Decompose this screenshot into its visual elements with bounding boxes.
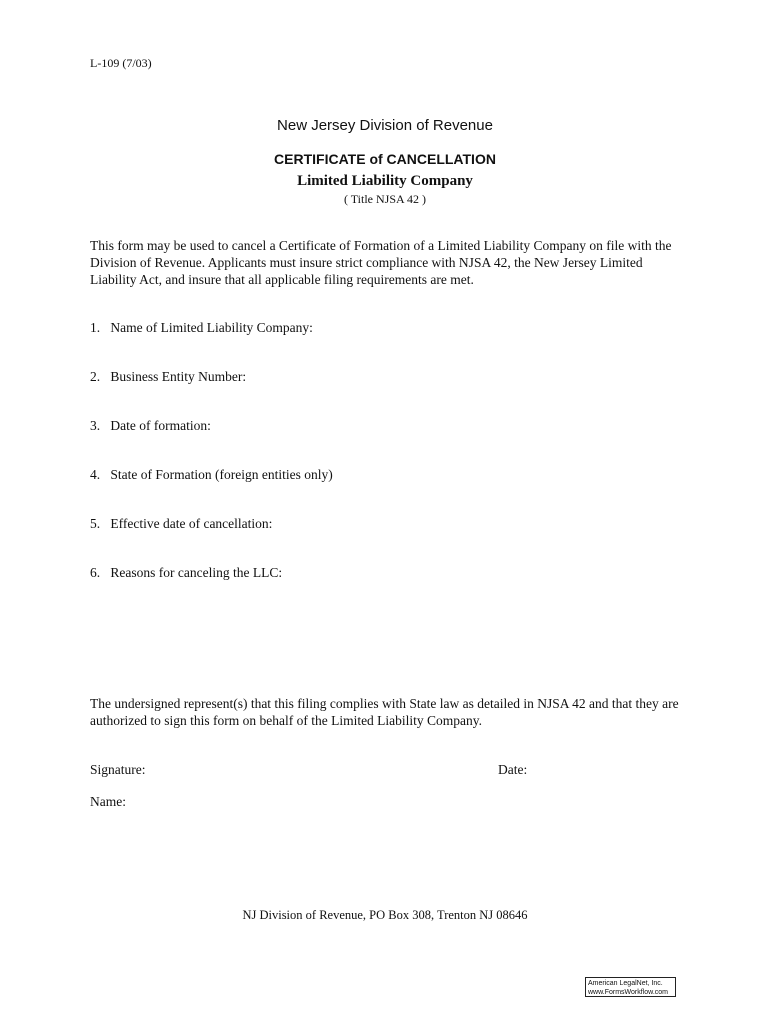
field-number: 4. xyxy=(90,467,101,482)
footer-address: NJ Division of Revenue, PO Box 308, Trenton NJ 08646 xyxy=(242,908,528,922)
agency-name: New Jersey Division of Revenue xyxy=(277,117,493,134)
field-business-entity-number xyxy=(90,369,246,385)
intro-paragraph: This form may be used to cancel a Certificate of Formation of a Limited Liability Company on file with the Division of Revenue. Applicants must insure strict compliance with NJSA 42, the New Jersey Limited Liability Act, and insure that all applicable filing requirements are met. xyxy=(90,238,672,287)
date-label: Date: xyxy=(498,762,528,777)
field-label: Date of formation: xyxy=(110,418,211,433)
field-number: 6. xyxy=(90,565,101,580)
entity-type-heading: Limited Liability Company xyxy=(297,173,473,189)
field-llc-name xyxy=(90,320,313,336)
field-number: 2. xyxy=(90,369,101,384)
field-effective-date xyxy=(90,516,272,532)
field-number: 1. xyxy=(90,320,101,335)
field-label: Business Entity Number: xyxy=(110,369,247,384)
name-label: Name: xyxy=(90,794,126,809)
field-label: Name of Limited Liability Company: xyxy=(110,320,313,335)
certificate-title: CERTIFICATE of CANCELLATION xyxy=(274,151,496,167)
field-number: 5. xyxy=(90,516,101,531)
publisher-stamp xyxy=(585,977,676,997)
field-label: State of Formation (foreign entities only) xyxy=(110,467,333,482)
publisher-url: www.FormsWorkflow.com xyxy=(588,989,668,996)
signature-label: Signature: xyxy=(90,762,146,777)
field-date-of-formation xyxy=(90,418,211,434)
field-label: Reasons for canceling the LLC: xyxy=(110,565,283,580)
attestation-paragraph: The undersigned represent(s) that this filing complies with State law as detailed in NJSA 42 and that they are authorized to sign this form on behalf of the Limited Liability Company. xyxy=(90,696,679,728)
field-state-of-formation xyxy=(90,467,333,483)
field-cancellation-reasons xyxy=(90,565,282,581)
statute-reference: ( Title NJSA 42 ) xyxy=(343,192,427,206)
publisher-name: American LegalNet, Inc. xyxy=(588,980,663,987)
field-number: 3. xyxy=(90,418,101,433)
form-code: L-109 (7/03) xyxy=(90,56,152,70)
field-label: Effective date of cancellation: xyxy=(110,516,273,531)
